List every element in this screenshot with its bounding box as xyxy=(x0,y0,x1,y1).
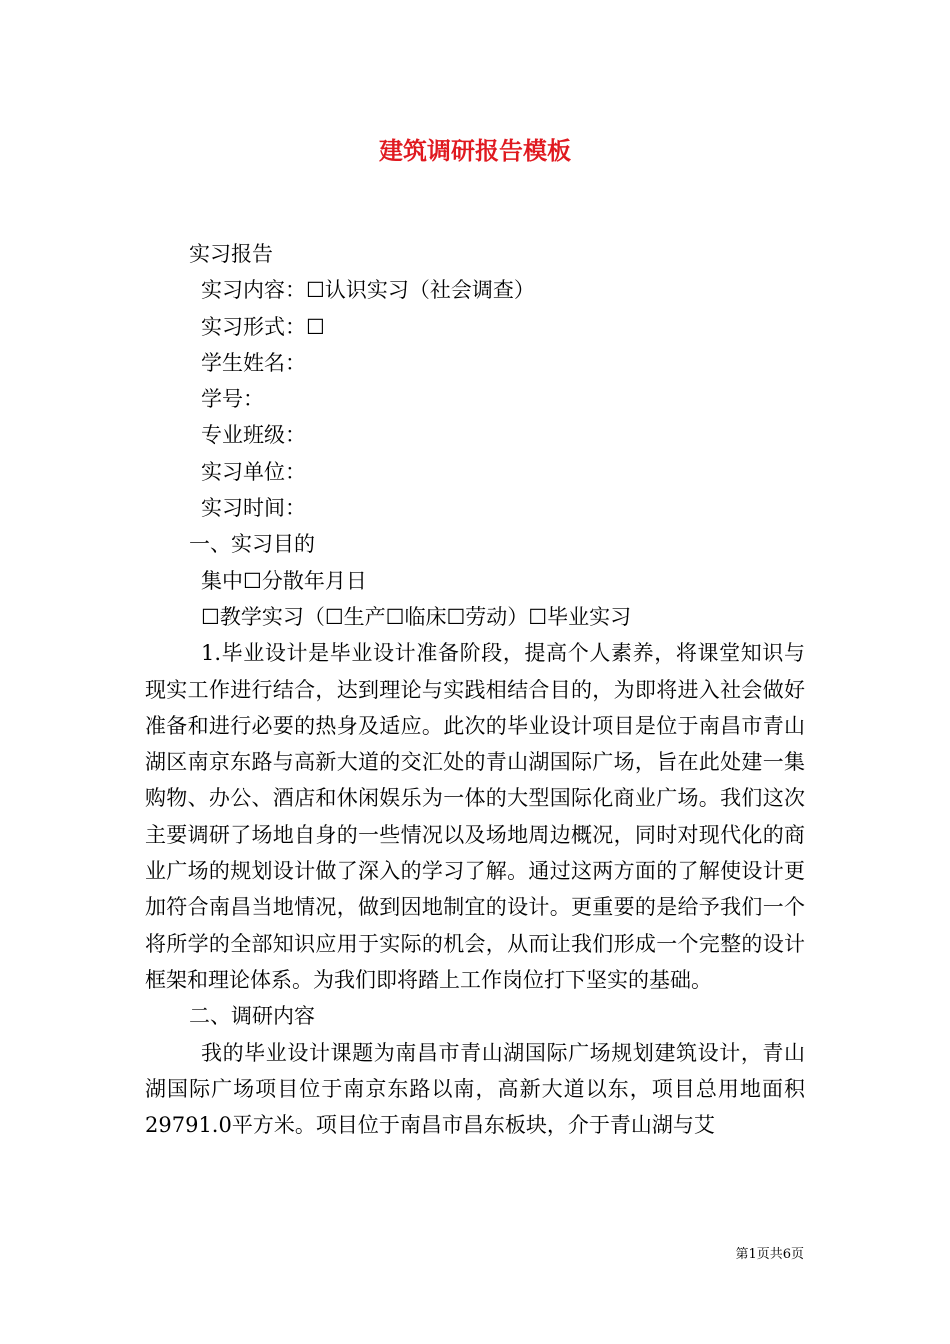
field-major-class: 专业班级： xyxy=(201,423,306,448)
page-title: 建筑调研报告模板 xyxy=(379,136,571,165)
field-internship-form: 实习形式：☐ xyxy=(201,314,325,339)
report-heading: 实习报告 xyxy=(189,242,273,266)
field-student-name: 学生姓名： xyxy=(201,350,306,375)
field-student-id: 学号： xyxy=(201,387,264,412)
field-internship-content: 实习内容：☐认识实习（社会调查） xyxy=(201,278,535,303)
form-option-line-2: ☐教学实习（☐生产☐临床☐劳动）☐毕业实习 xyxy=(201,604,632,629)
page-number: 第1页共6页 xyxy=(735,1247,804,1262)
section-1-heading: 一、实习目的 xyxy=(189,532,315,557)
section-2-heading: 二、调研内容 xyxy=(189,1004,315,1029)
field-internship-unit: 实习单位： xyxy=(201,459,306,484)
paragraph-research: 我的毕业设计课题为南昌市青山湖国际广场规划建筑设计，青山湖国际广场项目位于南京东路以南，高新大道以东，项目总用地面积29791.0平方米。项目位于南昌市昌东板块，介于青山湖与艾 xyxy=(145,1040,805,1138)
form-option-line-1: 集中☐分散年月日 xyxy=(201,568,367,593)
paragraph-purpose: 1.毕业设计是毕业设计准备阶段，提高个人素养，将课堂知识与现实工作进行结合，达到理论与实践相结合目的，为即将进入社会做好准备和进行必要的热身及适应。此次的毕业设计项目是位于南昌市青山湖区南京东路与高新大道的交汇处的青山湖国际广场，旨在此处建一集购物、办公、酒店和休闲娱乐为一体的大型国际化商业广场。我们这次主要调研了场地自身的一些情况以及场地周边概况，同时对现代化的商业广场的规划设计做了深入的学习了解。通过这两方面的了解使设计更加符合南昌当地情况，做到因地制宜的设计。更重要的是给予我们一个将所学的全部知识应用于实际的机会，从而让我们形成一个完整的设计框架和理论体系。为我们即将踏上工作岗位打下坚实的基础。 xyxy=(145,641,805,992)
field-internship-time: 实习时间： xyxy=(201,496,306,521)
document-body xyxy=(145,236,805,1143)
